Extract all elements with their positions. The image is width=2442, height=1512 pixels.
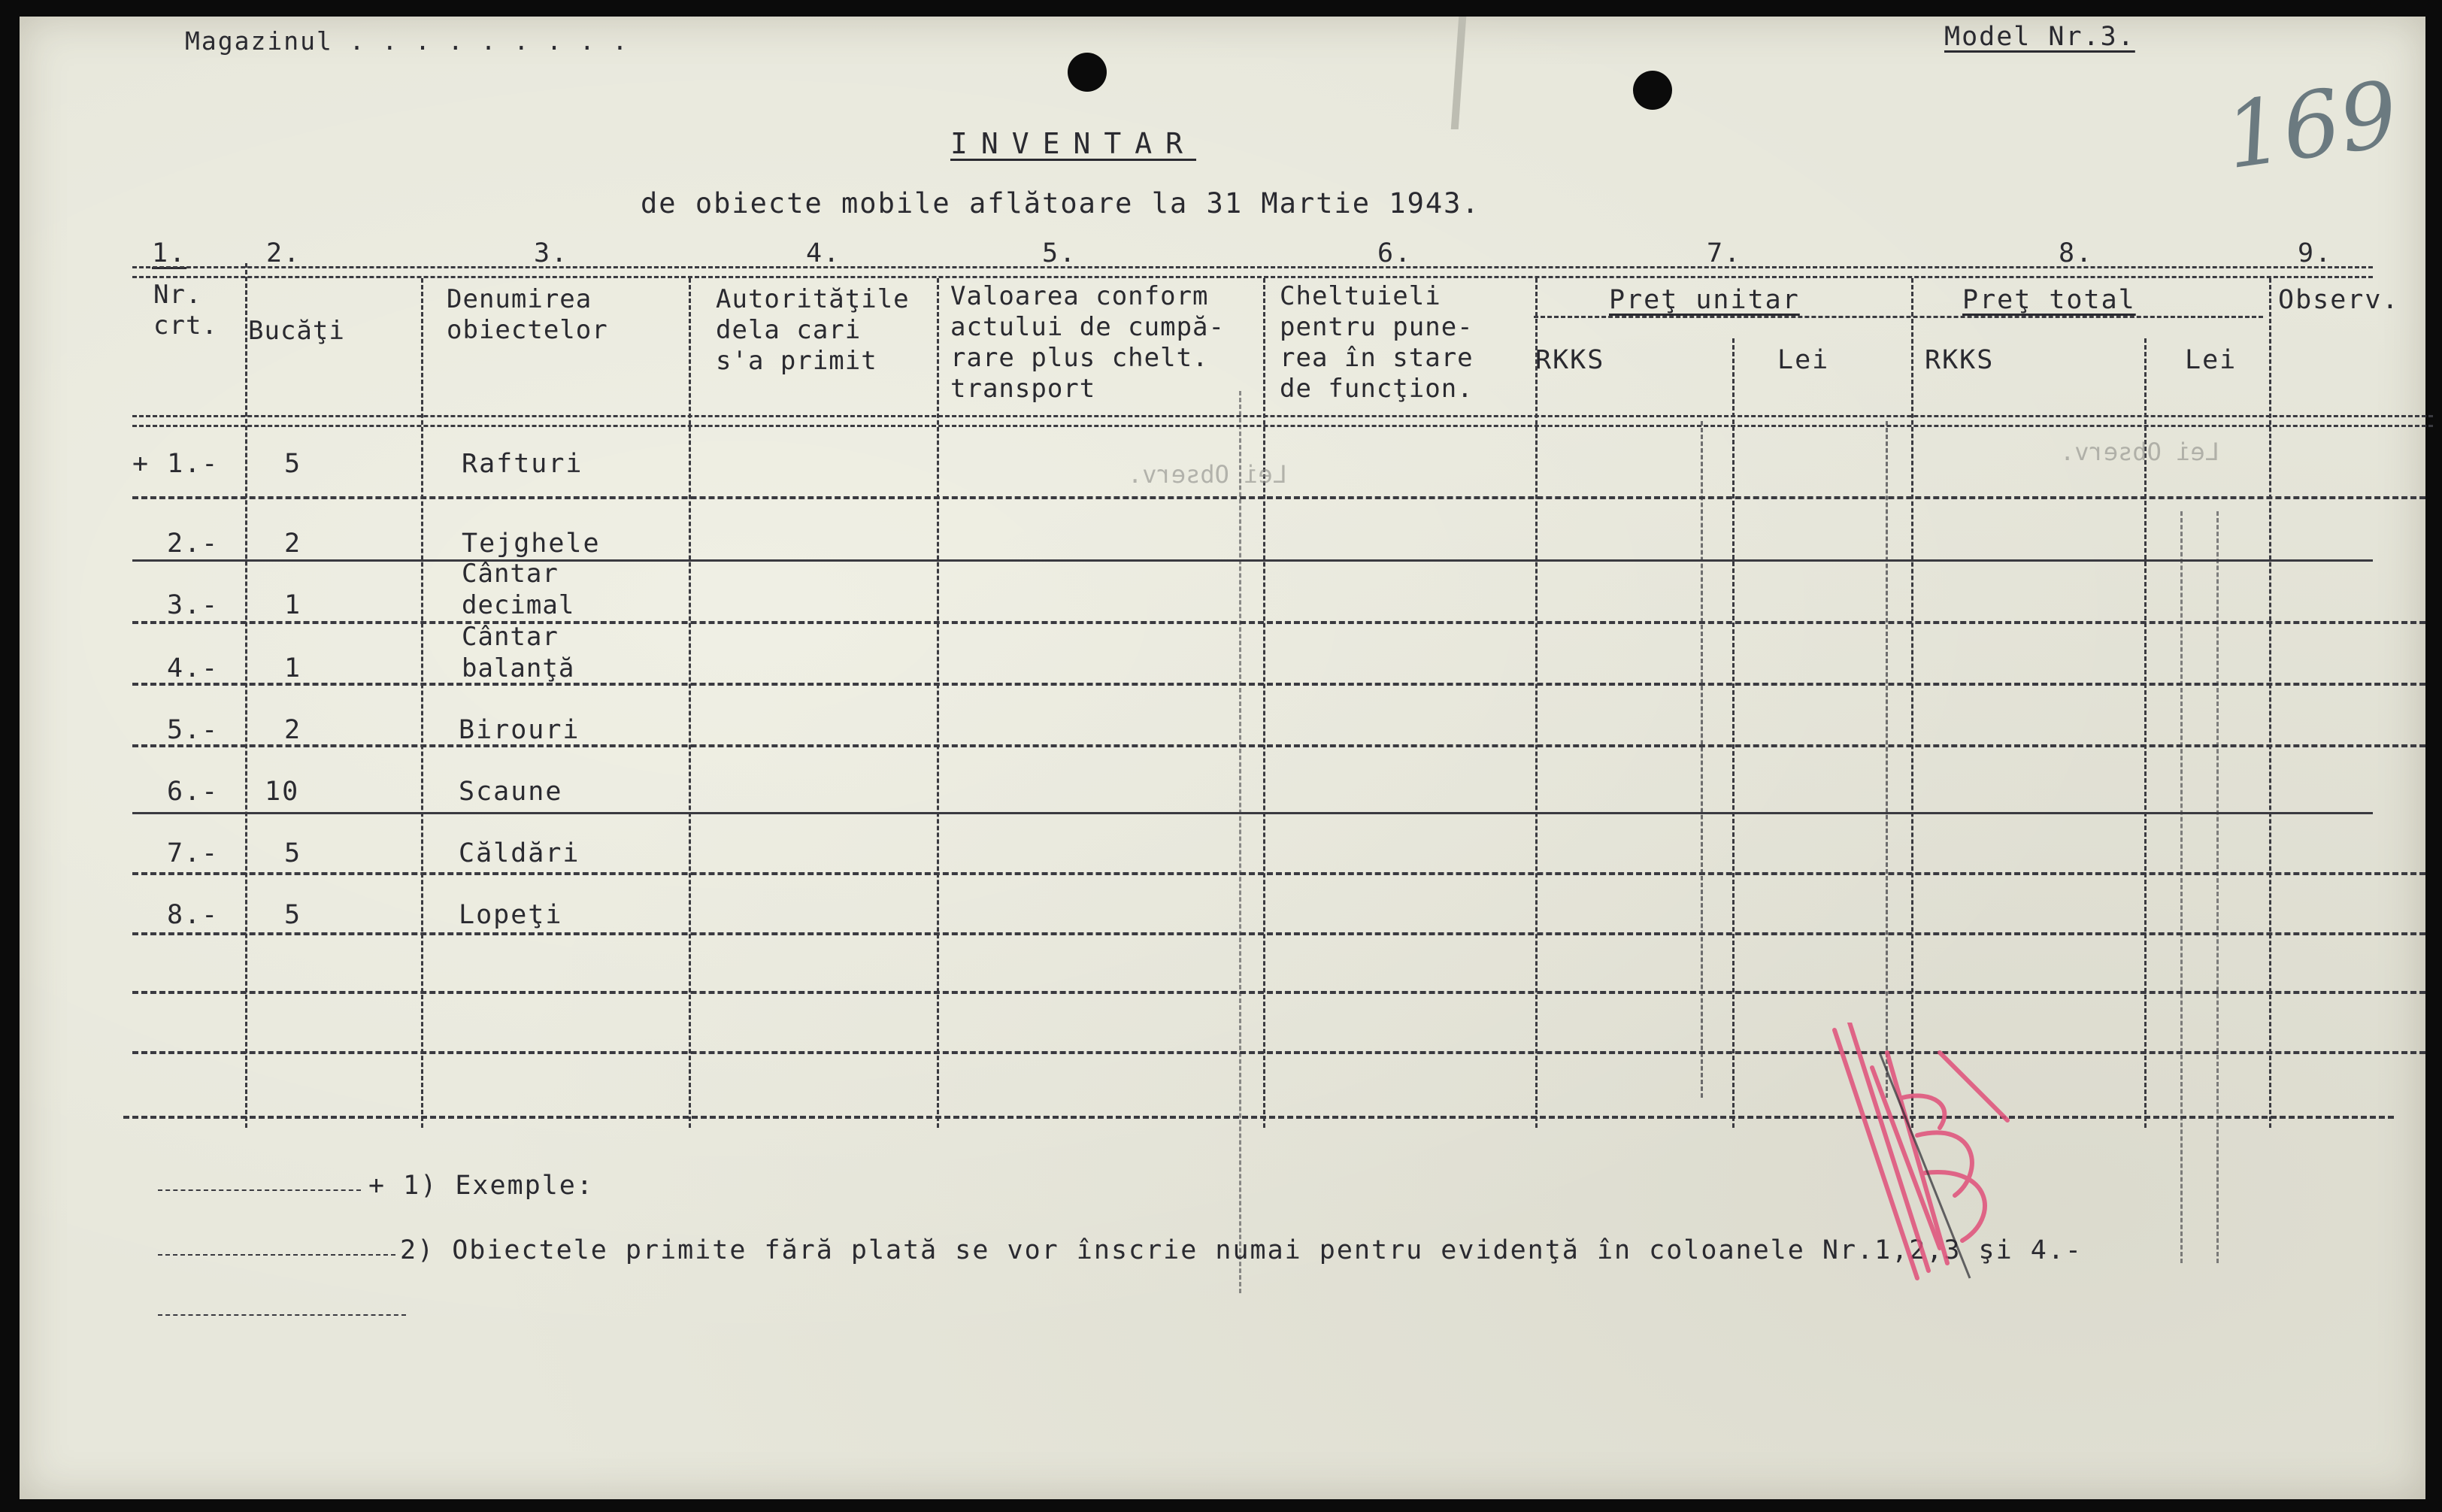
col-number-3: 3.: [534, 238, 569, 268]
header-observ: Observ.: [2278, 285, 2400, 315]
handwritten-page-number: 169: [2219, 62, 2404, 190]
document-title: INVENTAR: [950, 127, 1197, 160]
row-8-nr: 8.-: [167, 900, 220, 930]
note-3-leader: [158, 1314, 406, 1316]
row-rule-11: [123, 1116, 2394, 1119]
row-rule-1: [132, 496, 2425, 499]
row-rule-8: [132, 932, 2425, 935]
col-divider-1: [245, 263, 247, 1128]
col-number-1: 1.: [152, 238, 187, 268]
header-pret-unitar: Preţ unitar: [1609, 285, 1800, 315]
col-number-6: 6.: [1377, 238, 1413, 268]
col-divider-ghost-5: [2216, 511, 2219, 1263]
col-divider-ghost-3: [1239, 391, 1241, 1293]
row-1-nr: + 1.-: [132, 449, 220, 479]
header-rkks-total: RKKS: [1925, 345, 1995, 375]
header-lei-total: Lei: [2185, 345, 2237, 375]
header-pret-total: Preţ total: [1962, 285, 2136, 315]
row-6-bucati: 10: [265, 777, 300, 807]
row-rule-6: [132, 812, 2373, 814]
col-divider-ghost-1: [1701, 421, 1703, 1098]
note-1: + 1) Exemple:: [368, 1171, 594, 1201]
note-2: 2) Obiectele primite fără plată se vor înscrie numai pentru evidenţă în coloanele Nr.1,2,3 şi 4.-: [400, 1235, 2083, 1265]
col-divider-7a: [1732, 338, 1735, 1128]
row-3-nr: 3.-: [167, 590, 220, 620]
note-2-leader: [158, 1254, 395, 1256]
row-rule-10: [132, 1051, 2425, 1054]
row-7-nr: 7.-: [167, 838, 220, 868]
header-autoritatile: Autorităţile dela cari s'a primit: [716, 284, 910, 376]
row-2-bucati: 2: [284, 529, 302, 559]
row-4-denumirea: Cântar balanţă: [462, 622, 575, 683]
header-bucati: Bucăţi: [248, 316, 345, 346]
document-subtitle: de obiecte mobile aflătoare la 31 Martie 1943.: [641, 187, 1480, 220]
header-cheltuieli: Cheltuieli pentru pune- rea în stare de funcţion.: [1280, 281, 1474, 404]
row-5-denumirea: Birouri: [459, 715, 580, 745]
header-lei-unitar: Lei: [1777, 345, 1830, 375]
col-divider-ghost-4: [2180, 511, 2183, 1263]
col-divider-8b: [2269, 278, 2271, 1128]
row-2-nr: 2.-: [167, 529, 220, 559]
show-through-text-1: Lei Observ.: [1128, 460, 1287, 489]
header-top-rule: [132, 266, 2373, 278]
header-valoarea: Valoarea conform actului de cumpă- rare plus chelt. transport: [950, 281, 1225, 404]
store-label: Magazinul . . . . . . . . .: [185, 26, 629, 56]
row-1-bucati: 5: [284, 449, 302, 479]
col-divider-6: [1535, 278, 1538, 1128]
col-divider-7b: [1911, 278, 1913, 1128]
col-number-5: 5.: [1042, 238, 1077, 268]
row-7-bucati: 5: [284, 838, 302, 868]
row-6-denumirea: Scaune: [459, 777, 563, 807]
header-denumirea: Denumirea obiectelor: [447, 284, 608, 345]
col-divider-ghost-2: [1886, 421, 1888, 1098]
row-5-nr: 5.-: [167, 715, 220, 745]
row-1-denumirea: Rafturi: [462, 449, 583, 479]
red-pencil-mark-icon: [1827, 1023, 2022, 1293]
row-rule-9: [132, 991, 2425, 994]
col-divider-5: [1263, 278, 1265, 1128]
row-5-bucati: 2: [284, 715, 302, 745]
model-label: Model Nr.3.: [1944, 22, 2135, 52]
row-4-nr: 4.-: [167, 653, 220, 683]
note-1-leader: [158, 1189, 361, 1191]
col-divider-4: [937, 278, 939, 1128]
header-rkks-unitar: RKKS: [1535, 345, 1605, 375]
punch-hole-right: [1633, 71, 1672, 110]
row-2-denumirea: Tejghele: [462, 529, 601, 559]
row-6-nr: 6.-: [167, 777, 220, 807]
row-3-denumirea: Cântar decimal: [462, 559, 575, 620]
row-4-bucati: 1: [284, 653, 302, 683]
price-subheader-rule: [1534, 316, 2263, 318]
row-8-denumirea: Lopeţi: [459, 900, 563, 930]
col-number-4: 4.: [806, 238, 841, 268]
punch-hole-left: [1068, 53, 1107, 92]
col-number-8: 8.: [2059, 238, 2094, 268]
col-divider-3: [689, 278, 691, 1128]
col-divider-2: [421, 278, 423, 1128]
header-bottom-rule: [132, 415, 2433, 427]
row-rule-7: [132, 872, 2425, 875]
show-through-text-2: Lei Observ.: [2060, 438, 2219, 466]
col-number-2: 2.: [266, 238, 301, 268]
col-number-7: 7.: [1707, 238, 1742, 268]
row-7-denumirea: Căldări: [459, 838, 580, 868]
header-nr-crt: Nr. crt.: [153, 280, 218, 341]
col-number-9: 9.: [2298, 238, 2333, 268]
row-8-bucati: 5: [284, 900, 302, 930]
row-3-bucati: 1: [284, 590, 302, 620]
